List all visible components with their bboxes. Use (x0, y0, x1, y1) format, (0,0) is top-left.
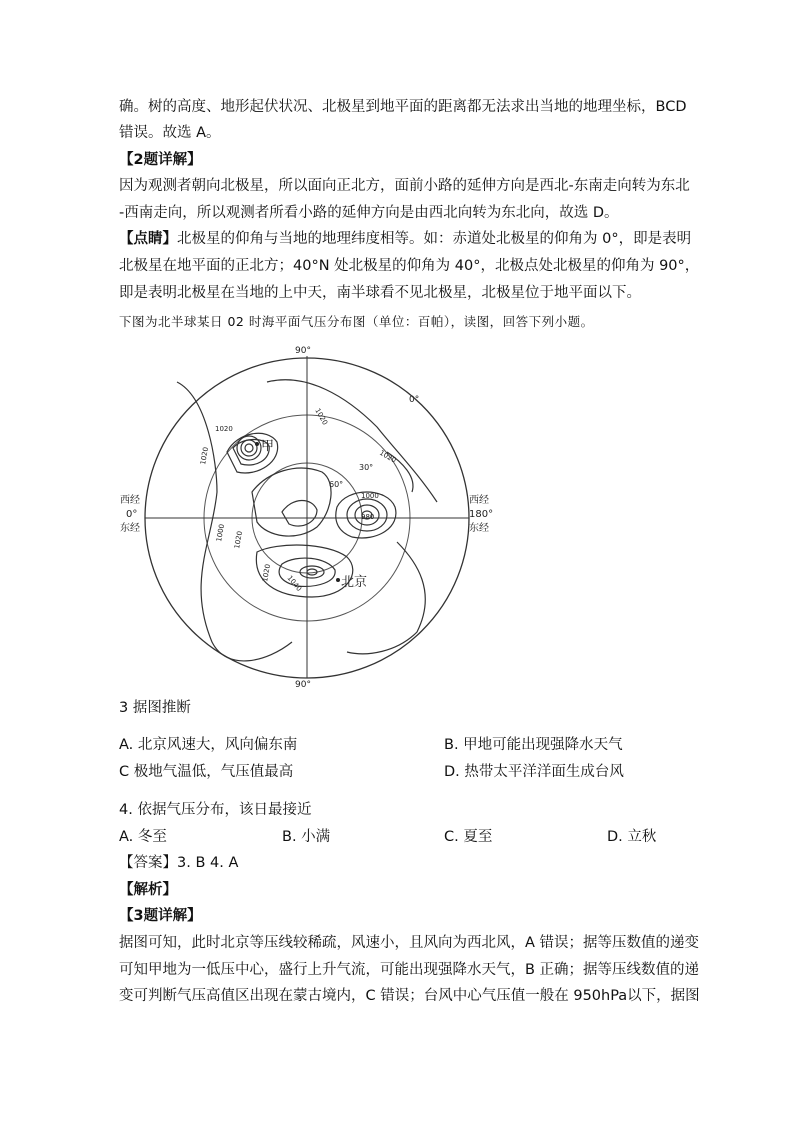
text-line: -西南走向，所以观测者所看小路的延伸方向是由西北向转为东北向，故选 D。 (119, 205, 619, 221)
q3-option-d[interactable]: D. 热带太平洋洋面生成台风 (444, 764, 624, 780)
pressure-map (117, 342, 500, 688)
text-line: 据图可知，此时北京等压线较稀疏，风速小，且风向为西北风，A 错误；据等压数值的递变 (119, 935, 700, 951)
label-east: 东经 (120, 523, 140, 534)
note-body: 北极星的仰角与当地的地理纬度相等。如：赤道处北极星的仰角为 0°，即是表明 (177, 231, 692, 247)
label-west: 西经 (120, 495, 140, 506)
label-right-east: 东经 (469, 523, 489, 534)
answer-line: 【答案】3. B 4. A (119, 855, 239, 871)
label-lat-30: 30° (359, 463, 374, 472)
q3-option-b[interactable]: B. 甲地可能出现强降水天气 (444, 737, 623, 753)
q4-option-b[interactable]: B. 小满 (282, 829, 331, 845)
note-heading: 【点睛】 (119, 231, 177, 247)
text-line: 可知甲地为一低压中心，盛行上升气流，可能出现强降水天气，B 正确；据等压线数值的递 (119, 962, 700, 978)
isobar-label: 1000 (361, 492, 379, 500)
q4-option-a[interactable]: A. 冬至 (119, 829, 167, 845)
label-bottom-90: 90° (295, 680, 311, 688)
isobar-label: 1020 (233, 530, 245, 550)
text-line: 确。树的高度、地形起伏状况、北极星到地平面的距离都无法求出当地的地理坐标，BCD (119, 99, 687, 115)
text-line: 错误。故选 A。 (119, 125, 221, 141)
map-background (117, 342, 500, 688)
label-right-west: 西经 (469, 495, 489, 506)
label-jia: 甲 (261, 439, 275, 454)
q4-option-d[interactable]: D. 立秋 (607, 829, 657, 845)
text-line: 变可判断气压高值区出现在蒙古境内，C 错误；台风中心气压值一般在 950hPa以下，据图 (119, 988, 700, 1004)
text-line: 因为观测者朝向北极星，所以面向正北方，面前小路的延伸方向是西北-东南走向转为东北 (119, 178, 690, 194)
text-line: 北极星在地平面的正北方；40°N 处北极星的仰角为 40°，北极点处北极星的仰角为 90°， (119, 258, 700, 274)
label-right-180: 180° (469, 509, 494, 520)
label-beijing: 北京 (341, 575, 368, 590)
isobar-label: 1020 (313, 407, 330, 427)
section-heading: 【2题详解】 (119, 152, 202, 168)
isobar-label: 1020 (261, 563, 273, 583)
isobar-label: 1020 (199, 446, 211, 466)
isobar-label: 1000 (215, 523, 227, 543)
figure-intro: 下图为北半球某日 02 时海平面气压分布图（单位：百帕），读图，回答下列小题。 (119, 314, 594, 329)
isobar-label: 1020 (215, 425, 233, 433)
analysis-heading: 【解析】 (119, 882, 177, 898)
label-lat-60: 60° (329, 480, 344, 489)
jia-marker (255, 442, 259, 446)
question-4-stem: 4. 依据气压分布，该日最接近 (119, 802, 312, 818)
isobar-label: 980 (361, 513, 375, 521)
question-3-stem: 3 据图推断 (119, 700, 191, 716)
beijing-marker (336, 578, 340, 582)
q3-option-a[interactable]: A. 北京风速大，风向偏东南 (119, 737, 298, 753)
isobar-label: 1040 (285, 574, 304, 593)
label-west-zero: 0° (126, 509, 138, 520)
detail-heading: 【3题详解】 (119, 908, 202, 924)
text-line: 即是表明北极星在当地的上中天，南半球看不见北极星，北极星位于地平面以下。 (119, 285, 641, 301)
q3-option-c[interactable]: C 极地气温低，气压值最高 (119, 764, 294, 780)
label-top-90: 90° (295, 346, 311, 356)
label-zero: 0° (409, 395, 420, 405)
isobar-label: 1020 (378, 448, 398, 465)
text-line (119, 229, 691, 249)
q4-option-c[interactable]: C. 夏至 (444, 829, 493, 845)
